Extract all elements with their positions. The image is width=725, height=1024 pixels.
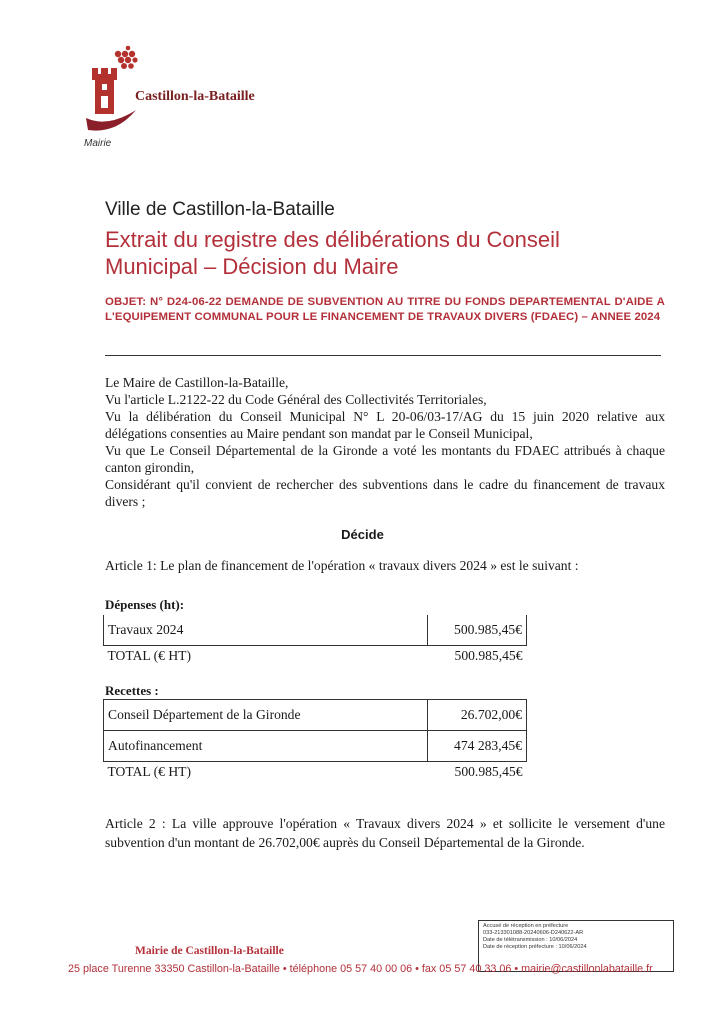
depense-amount: 500.985,45€ bbox=[428, 615, 527, 646]
footer-name: Mairie de Castillon-la-Bataille bbox=[135, 945, 284, 957]
total-label: TOTAL (€ HT) bbox=[104, 646, 428, 667]
depense-label: Travaux 2024 bbox=[104, 615, 428, 646]
preamble bbox=[105, 374, 665, 510]
stamp-line: Date de réception préfecture : 10/06/2024 bbox=[483, 944, 587, 950]
depenses-title: Dépenses (ht): bbox=[105, 597, 185, 612]
total-row bbox=[104, 646, 527, 667]
recettes-table bbox=[103, 699, 527, 782]
footer-contact: 25 place Turenne 33350 Castillon-la-Bataille • téléphone 05 57 40 00 06 • fax 05 57 40 33 06 • mairie@castillonlabataille.fr bbox=[68, 963, 653, 975]
stamp-line: 033-213301088-20240606-D240622-AR bbox=[483, 930, 584, 936]
preamble-line: Le Maire de Castillon-la-Bataille, bbox=[105, 375, 289, 390]
total-amount: 500.985,45€ bbox=[454, 764, 523, 779]
decide-heading: Décide bbox=[341, 527, 384, 542]
objet-text: OBJET: N° D24-06-22 DEMANDE DE SUBVENTION AU TITRE DU FONDS DEPARTEMENTAL D'AIDE A L'EQUIPEMENT COMMUNAL POUR LE FINANCEMENT DE TRAVAUX DIVERS (FDAEC) – ANNEE 2024 bbox=[105, 296, 665, 323]
table-row bbox=[104, 700, 527, 731]
ville-heading: Ville de Castillon-la-Bataille bbox=[105, 199, 335, 220]
article-1: Article 1: Le plan de financement de l'opération « travaux divers 2024 » est le suivant : bbox=[105, 558, 579, 573]
stamp-line: Date de télétransmission : 10/06/2024 bbox=[483, 937, 578, 943]
logo-subtitle: Mairie bbox=[84, 138, 112, 149]
recette-label: Conseil Département de la Gironde bbox=[104, 700, 428, 731]
preamble-line: Vu l'article L.2122-22 du Code Général des Collectivités Territoriales, bbox=[105, 392, 487, 407]
title-line-2: Municipal – Décision du Maire bbox=[105, 254, 399, 279]
document-title bbox=[105, 226, 665, 280]
total-label: TOTAL (€ HT) bbox=[107, 764, 191, 779]
article-2: Article 2 : La ville approuve l'opération « Travaux divers 2024 » et sollicite le versement d'une subvention d'un montant de 26.702,00€ auprès du Conseil Départemental de la Gironde. bbox=[105, 816, 665, 850]
recettes-title: Recettes : bbox=[105, 683, 159, 698]
recette-amount: 26.702,00€ bbox=[428, 700, 527, 731]
title-line-1: Extrait du registre des délibérations du Conseil bbox=[105, 227, 560, 252]
preamble-line: Vu que Le Conseil Départemental de la Gironde a voté les montants du FDAEC attribués à chaque canton girondin, bbox=[105, 443, 665, 475]
castillon-logo-icon bbox=[86, 44, 138, 139]
separator-line bbox=[105, 355, 661, 356]
total-row bbox=[104, 762, 527, 783]
logo-name: Castillon-la-Bataille bbox=[135, 89, 255, 104]
recette-amount: 474 283,45€ bbox=[428, 731, 527, 762]
preamble-line: Considérant qu'il convient de rechercher des subventions dans le cadre du financement de travaux divers ; bbox=[105, 477, 665, 509]
depenses-table bbox=[103, 615, 527, 666]
table-row bbox=[104, 615, 527, 646]
stamp-line: Accusé de réception en préfecture bbox=[483, 923, 569, 929]
table-row bbox=[104, 731, 527, 762]
preamble-line: Vu la délibération du Conseil Municipal N° L 20-06/03-17/AG du 15 juin 2020 relative aux délégations consenties au Maire pendant son mandat par le Conseil Municipal, bbox=[105, 409, 665, 441]
total-amount: 500.985,45€ bbox=[428, 646, 527, 667]
recette-label: Autofinancement bbox=[104, 731, 428, 762]
